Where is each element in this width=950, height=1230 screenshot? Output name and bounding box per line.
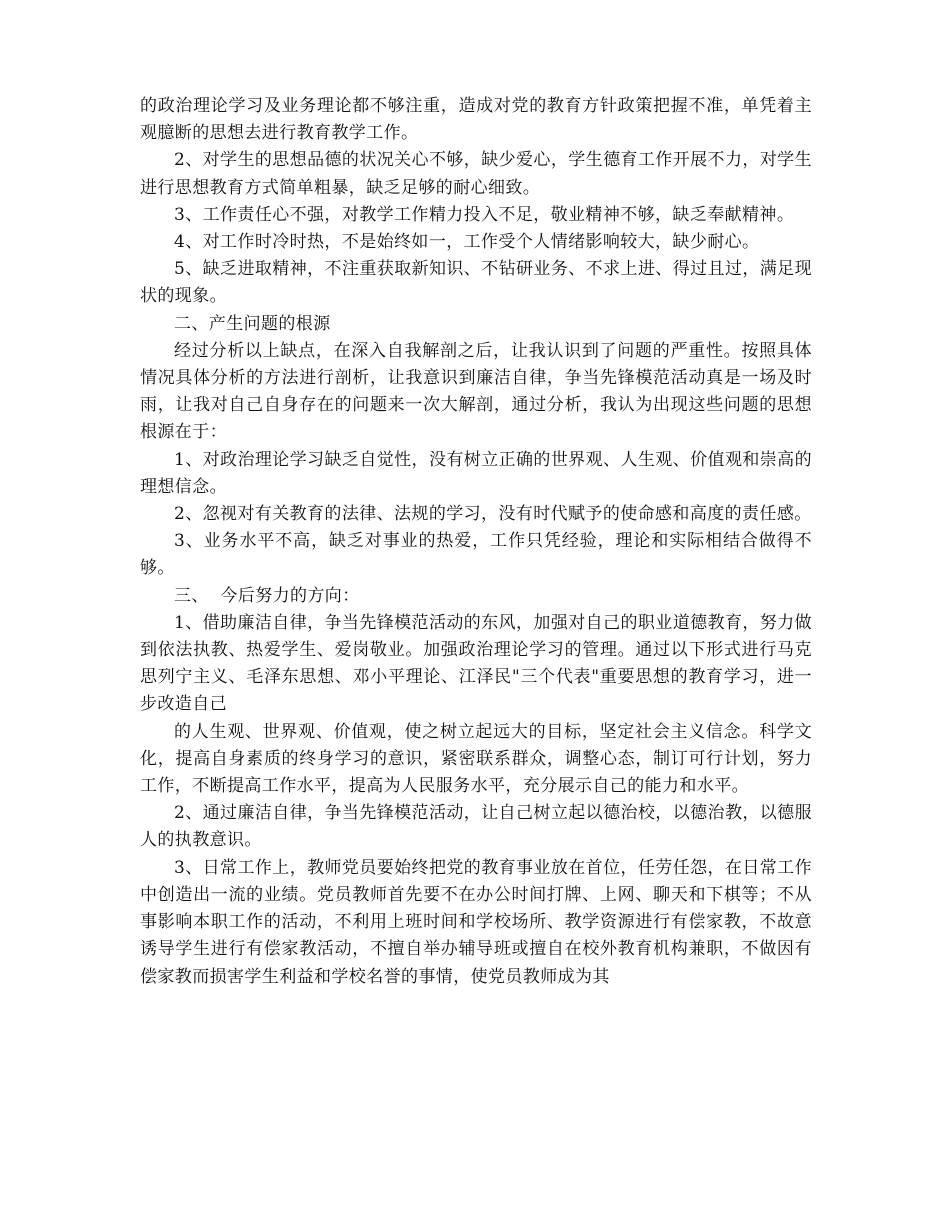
paragraph-direction-1-cont: 的人生观、世界观、价值观，使之树立起远大的目标，坚定社会主义信念。科学文化，提高自身素质的终身学习的意识，紧密联系群众，调整心态，制订可行计划，努力工作，不断提高工作水平，提高为人民服务水平，充分展示自己的能力和水平。	[140, 721, 812, 797]
paragraph-direction-3: 3、日常工作上，教师党员要始终把党的教育事业放在首位，任劳任怨，在日常工作中创造出一流的业绩。党员教师首先要不在办公时间打牌、上网、聊天和下棋等；不从事影响本职工作的活动，不利用上班时间和学校场所、教学资源进行有偿家教，不故意诱导学生进行有偿家教活动，不擅自举办辅导班或擅自在校外教育机构兼职，不做因有偿家教而损害学生利益和学校名誉的事情，使党员教师成为其	[140, 857, 812, 987]
paragraph-root-3: 3、业务水平不高，缺乏对事业的热爱，工作只凭经验，理论和实际相结合做得不够。	[140, 531, 812, 579]
paragraph-item-2: 2、对学生的思想品德的状况关心不够，缺少爱心，学生德育工作开展不力，对学生进行思想教育方式简单粗暴，缺乏足够的耐心细致。	[140, 150, 812, 198]
paragraph-item-5: 5、缺乏进取精神，不注重获取新知识、不钻研业务、不求上进、得过且过，满足现状的现象。	[140, 259, 812, 307]
paragraph-item-3: 3、工作责任心不强，对教学工作精力投入不足，敬业精神不够，缺乏奉献精神。	[174, 204, 795, 225]
section-heading-2: 二、产生问题的根源	[174, 313, 331, 334]
paragraph-item-4: 4、对工作时冷时热，不是始终如一，工作受个人情绪影响较大，缺少耐心。	[174, 232, 760, 253]
paragraph-root-1: 1、对政治理论学习缺乏自觉性，没有树立正确的世界观、人生观、价值观和崇高的理想信念。	[140, 449, 812, 497]
paragraph-direction-2: 2、通过廉洁自律，争当先锋模范活动，让自己树立起以德治校，以德治教，以德服人的执教意识。	[140, 803, 812, 851]
paragraph-analysis: 经过分析以上缺点，在深入自我解剖之后，让我认识到了问题的严重性。按照具体情况具体分析的方法进行剖析，让我意识到廉洁自律，争当先锋模范活动真是一场及时雨，让我对自己自身存在的问题来一次大解剖，通过分析，我认为出现这些问题的思想根源在于：	[140, 340, 812, 443]
document-body	[140, 93, 812, 991]
paragraph-continuation: 的政治理论学习及业务理论都不够注重，造成对党的教育方针政策把握不准，单凭着主观臆断的思想去进行教育教学工作。	[140, 96, 812, 144]
section-heading-3: 三、 今后努力的方向：	[174, 585, 360, 606]
paragraph-direction-1: 1、借助廉洁自律，争当先锋模范活动的东风，加强对自己的职业道德教育，努力做到依法执教、热爱学生、爱岗敬业。加强政治理论学习的管理。通过以下形式进行马克思列宁主义、毛泽东思想、邓小平理论、江泽民"三个代表"重要思想的教育学习，进一步改造自己	[140, 612, 812, 715]
paragraph-root-2: 2、忽视对有关教育的法律、法规的学习，没有时代赋予的使命感和高度的责任感。	[174, 504, 812, 525]
